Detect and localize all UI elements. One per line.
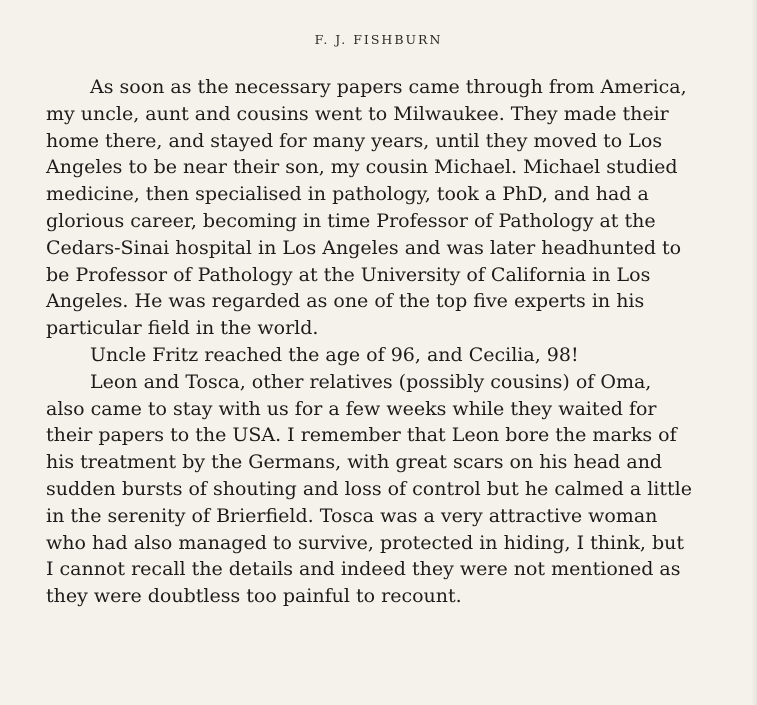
running-head: F. J. FISHBURN [314, 32, 443, 47]
paragraph-line: particular field in the world. [46, 317, 319, 340]
page-edge-shadow [751, 0, 757, 705]
paragraph-line: Angeles. He was regarded as one of the top five experts in his [46, 290, 645, 313]
paragraph-line: As soon as the necessary papers came through from America, [90, 76, 687, 98]
paragraph-line: sudden bursts of shouting and loss of control but he calmed a little [46, 477, 692, 500]
paragraph-line: Angeles to be near their son, my cousin Michael. Michael studied [46, 156, 678, 179]
paragraph-line: who had also managed to survive, protected in hiding, I think, but [46, 531, 684, 554]
paragraph-line: home there, and stayed for many years, until they moved to Los [46, 129, 663, 152]
paragraph-line: Leon and Tosca, other relatives (possibly cousins) of Oma, [90, 370, 652, 393]
paragraph-line: in the serenity of Brierfield. Tosca was a very attractive woman [46, 504, 658, 527]
paragraph-line: his treatment by the Germans, with great scars on his head and [46, 451, 663, 474]
paragraph-1 [46, 74, 704, 342]
paragraph-line: their papers to the USA. I remember that Leon bore the marks of [46, 424, 677, 447]
paragraph-line: I cannot recall the details and indeed they were not mentioned as [46, 558, 681, 581]
paragraph-2 [46, 342, 704, 369]
paragraph-line: be Professor of Pathology at the University of California in Los [46, 263, 651, 286]
paragraph-line: Uncle Fritz reached the age of 96, and Cecilia, 98! [90, 343, 579, 366]
paragraph-line: my uncle, aunt and cousins went to Milwaukee. They made their [46, 102, 669, 125]
paragraph-line: they were doubtless too painful to recount. [46, 585, 462, 608]
paragraph-line: Cedars-Sinai hospital in Los Angeles and was later headhunted to [46, 236, 682, 259]
paragraph-line: also came to stay with us for a few weeks while they waited for [46, 397, 657, 420]
body-text [46, 74, 704, 610]
paragraph-line: medicine, then specialised in pathology, took a PhD, and had a [46, 183, 649, 206]
paragraph-line: glorious career, becoming in time Professor of Pathology at the [46, 209, 656, 232]
paragraph-3 [46, 369, 704, 610]
